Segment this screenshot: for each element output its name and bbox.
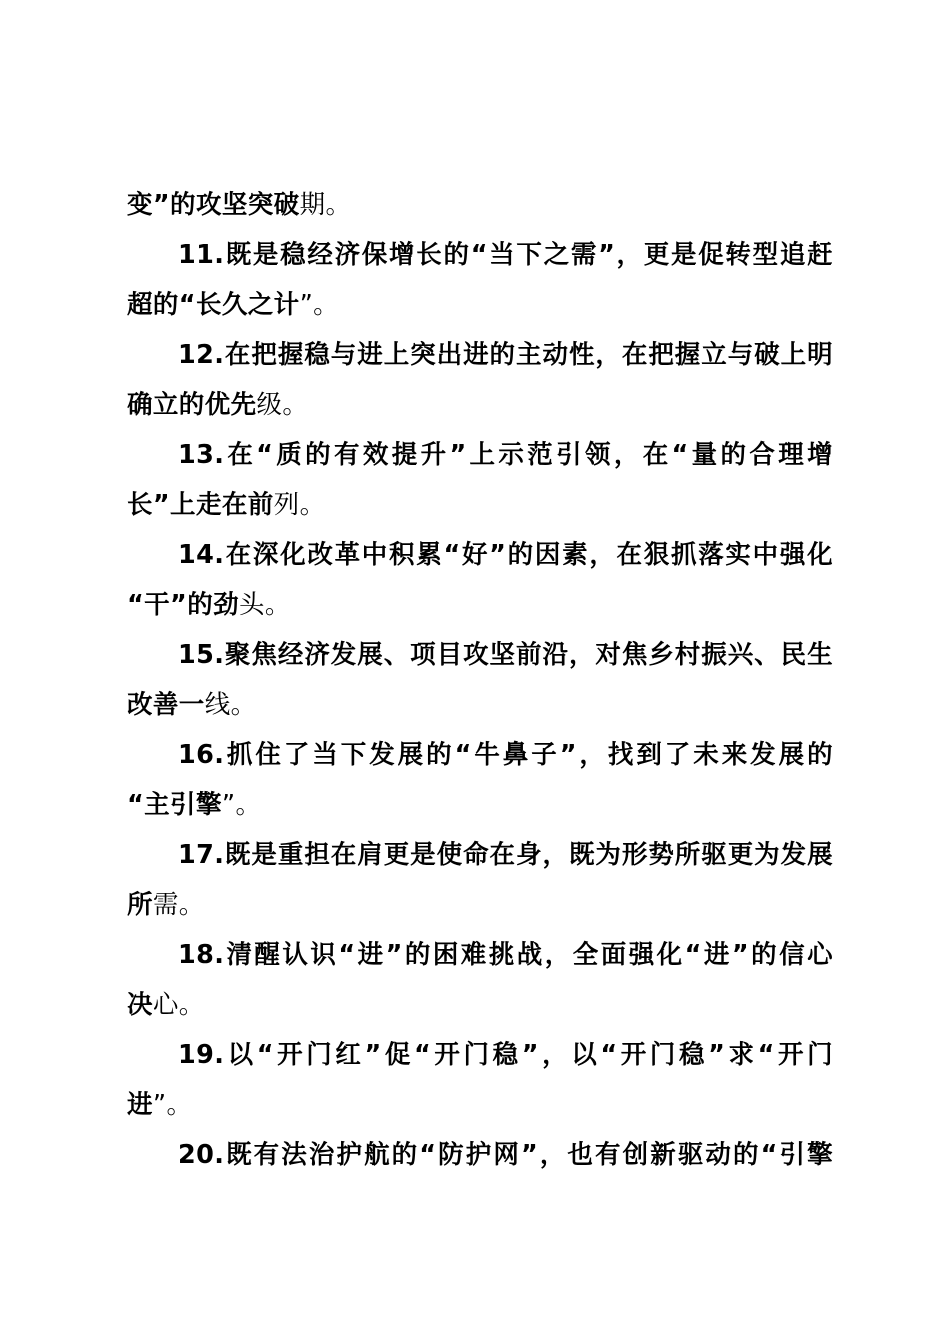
list-item-12: 12.在把握稳与进上突出进的主动性，在把握立与破上明 xyxy=(178,340,833,370)
text-line: 超的“长久之计”。 xyxy=(127,290,340,320)
list-item-16: 16.抓住了当下发展的“牛鼻子”，找到了未来发展的 xyxy=(178,740,833,770)
list-item-13: 13.在“质的有效提升”上示范引领，在“量的合理增 xyxy=(178,440,833,470)
text-line: 确立的优先级。 xyxy=(127,390,309,420)
text-line: 所需。 xyxy=(127,890,205,920)
text-line: 改善一线。 xyxy=(127,690,257,720)
text-line: 进”。 xyxy=(127,1090,193,1120)
list-item-19: 19.以“开门红”促“开门稳”，以“开门稳”求“开门 xyxy=(178,1040,833,1070)
list-item-15: 15.聚焦经济发展、项目攻坚前沿，对焦乡村振兴、民生 xyxy=(178,640,833,670)
text-line: 长”上走在前列。 xyxy=(127,490,326,520)
text-line: “干”的劲头。 xyxy=(127,590,291,620)
list-item-17: 17.既是重担在肩更是使命在身，既为形势所驱更为发展 xyxy=(178,840,833,870)
text-line: 变”的攻坚突破期。 xyxy=(127,190,352,220)
text-line: 决心。 xyxy=(127,990,205,1020)
list-item-18: 18.清醒认识“进”的困难挑战，全面强化“进”的信心 xyxy=(178,940,833,970)
list-item-14: 14.在深化改革中积累“好”的因素，在狠抓落实中强化 xyxy=(178,540,833,570)
list-item-11: 11.既是稳经济保增长的“当下之需”，更是促转型追赶 xyxy=(178,240,833,270)
list-item-20: 20.既有法治护航的“防护网”，也有创新驱动的“引擎 xyxy=(178,1140,833,1170)
text-line: “主引擎”。 xyxy=(127,790,262,820)
